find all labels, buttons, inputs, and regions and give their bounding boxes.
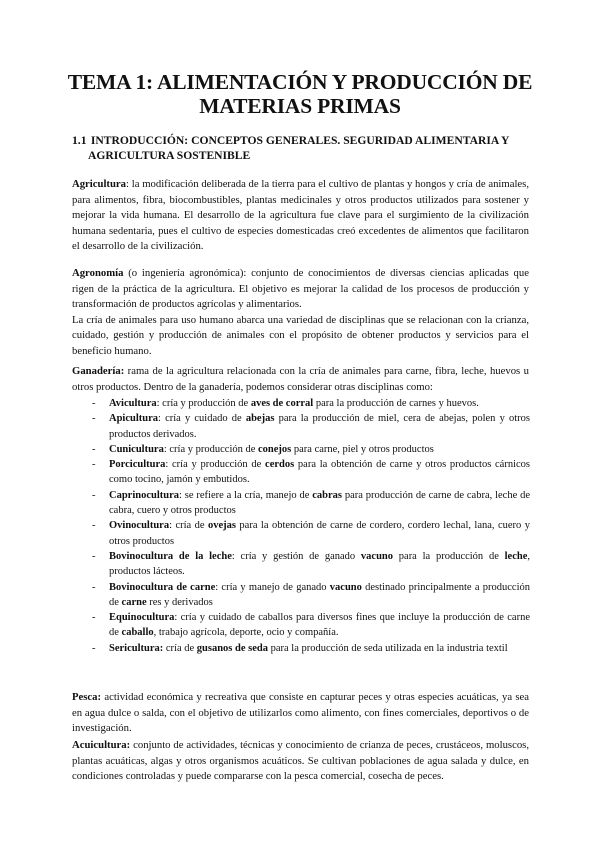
- list-item: [92, 442, 530, 457]
- list-keyword: caballo: [121, 627, 154, 639]
- list-dash: -: [92, 443, 96, 455]
- list-text: para la obtención de carne de cordero, cordero lechal, lana, cuero y otros productos: [109, 520, 530, 547]
- list-term: Sericultura:: [109, 642, 164, 654]
- text-cria-animales: La cría de animales para uso humano abarca una variedad de disciplinas que se relacionan con la crianza, cuidado, gestión y producción de animales con el propósito de obtener productos y servicios para el beneficio humano.: [72, 313, 529, 357]
- list-text: : cría y producción de: [165, 459, 266, 471]
- list-dash: -: [92, 642, 96, 654]
- paragraph-agronomia: [72, 266, 529, 360]
- term-agricultura: Agricultura: [72, 178, 127, 190]
- list-text: : cría y producción de: [163, 443, 259, 455]
- list-text: : cría y manejo de ganado: [215, 581, 330, 593]
- paragraph-acuicultura: [72, 738, 529, 785]
- text-ganaderia: rama de la agricultura relacionada con la cría de animales para carne, fibra, leche, huevos u otros productos. Dentro de la ganadería, podemos considerar otras disciplinas como:: [72, 365, 529, 393]
- list-dash: -: [92, 489, 96, 501]
- list-text: : cría de: [169, 520, 208, 532]
- list-dash: -: [92, 581, 96, 593]
- section-heading: [72, 133, 542, 163]
- section-heading-line2: AGRICULTURA SOSTENIBLE: [88, 149, 251, 162]
- list-keyword: vacuno: [360, 550, 394, 562]
- list-text: para la obtención de carne y otros productos cárnicos como tocino, jamón y embutidos.: [109, 459, 530, 486]
- list-item: [92, 488, 530, 519]
- list-term: Avicultura: [109, 398, 157, 409]
- list-text: cría de: [163, 642, 197, 654]
- list-item: [92, 580, 530, 611]
- section-heading-line1: INTRODUCCIÓN: CONCEPTOS GENERALES. SEGURIDAD ALIMENTARIA Y: [90, 134, 510, 147]
- list-term: Ovinocultura: [109, 520, 170, 532]
- term-pesca: Pesca:: [72, 691, 102, 703]
- list-term: Porcicultura: [109, 459, 166, 471]
- list-text: : cría y cuidado de: [158, 413, 246, 425]
- list-text: para la producción de carnes y huevos.: [313, 398, 479, 409]
- list-text: para carne, piel y otros productos: [291, 443, 434, 455]
- term-ganaderia: Ganadería:: [72, 365, 125, 377]
- text-agronomia: (o ingeniería agronómica): conjunto de conocimientos de diversas ciencias aplicadas que rigen de la práctica de la agricultura. El objetivo es mejorar la calidad de los procesos de producción y transformación de productos agrícolas y alimentarios.: [72, 267, 529, 311]
- list-text: : cría y producción de: [156, 398, 251, 409]
- list-text: para producción de carne de cabra, leche de cabra, cuero y otros productos: [109, 489, 530, 517]
- list-keyword: carne: [121, 596, 147, 608]
- list-text: para la producción de: [393, 550, 505, 562]
- paragraph-agricultura: [72, 177, 529, 255]
- list-keyword: cerdos: [265, 459, 295, 471]
- list-text: res y derivados: [146, 596, 213, 608]
- list-text: destinado principalmente a producción de: [109, 581, 530, 608]
- list-text: para la producción de miel, cera de abejas, polen y otros productos derivados.: [109, 413, 530, 440]
- list-term: Caprinocultura: [109, 489, 180, 501]
- list-term: Bovinocultura de carne: [109, 581, 216, 593]
- text-pesca: actividad económica y recreativa que consiste en capturar peces y otras especies acuáticas, ya sea en agua dulce o salda, con el objetivo de utilizarlos como alimento, con fines comerciales, deportivos o de investigación.: [72, 691, 529, 735]
- list-term: Apicultura: [109, 413, 159, 425]
- term-acuicultura: Acuicultura:: [72, 739, 131, 751]
- list-item: [92, 411, 530, 442]
- list-dash: -: [92, 413, 96, 425]
- list-keyword: cabras: [312, 489, 342, 501]
- list-dash: -: [92, 612, 96, 624]
- list-dash: -: [92, 550, 96, 562]
- list-keyword: gusanos de seda: [196, 642, 268, 654]
- section-number: 1.1: [72, 134, 87, 147]
- list-item: [92, 549, 530, 580]
- list-keyword: vacuno: [329, 581, 362, 593]
- list-keyword: conejos: [258, 443, 292, 455]
- paragraph-pesca: [72, 690, 529, 737]
- text-acuicultura: conjunto de actividades, técnicas y conocimiento de crianza de peces, crustáceos, moluscos, plantas acuáticas, algas y otros organismos acuáticos. Se cultivan poblaciones de agua salada y dulce, en condiciones controladas y puede compararse con la pesca comercial, cosecha de peces.: [72, 739, 529, 783]
- list-item: [92, 518, 530, 549]
- list-keyword: aves de corral: [250, 398, 314, 409]
- list-keyword: ovejas: [207, 520, 236, 532]
- list-keyword: abejas: [245, 413, 275, 425]
- list-term: Cunicultura: [109, 443, 164, 455]
- list-text: , trabajo agrícola, deporte, ocio y compañía.: [153, 627, 339, 639]
- ganaderia-disciplines-list: [92, 396, 530, 656]
- list-dash: -: [92, 520, 96, 532]
- list-term: Equinocultura: [109, 612, 175, 624]
- list-text: : cría y gestión de ganado: [231, 550, 361, 562]
- list-item: [92, 457, 530, 488]
- page-title: TEMA 1: ALIMENTACIÓN Y PRODUCCIÓN DE MATERIAS PRIMAS: [67, 70, 533, 118]
- paragraph-ganaderia: [72, 364, 529, 395]
- list-item: [92, 641, 530, 656]
- list-item: [92, 396, 530, 411]
- list-text: : cría y cuidado de caballos para diversos fines que incluye la producción de carne de: [109, 612, 530, 639]
- term-agronomia: Agronomía: [72, 267, 124, 279]
- list-text: : se refiere a la cría, manejo de: [179, 489, 313, 501]
- list-dash: -: [92, 398, 96, 409]
- list-item: [92, 610, 530, 641]
- list-dash: -: [92, 459, 96, 471]
- list-text: para la producción de seda utilizada en la industria textil: [267, 642, 508, 654]
- list-keyword: leche: [504, 550, 528, 562]
- list-text: , productos lácteos.: [109, 550, 530, 578]
- text-agricultura: : la modificación deliberada de la tierra para el cultivo de plantas y hongos y cría de animales, para alimentos, fibra, biocombustibles, plantas medicinales y otros productos utilizados para sostener y mejorar la vida humana. El desarrollo de la agricultura fue clave para el surgimiento de la civilización humana sedentaria, pues el cultivo de especies domesticadas creó excedentes de alimentos que facilitaron el desarrollo de la civilización.: [72, 178, 529, 253]
- list-term: Bovinocultura de la leche: [109, 550, 232, 562]
